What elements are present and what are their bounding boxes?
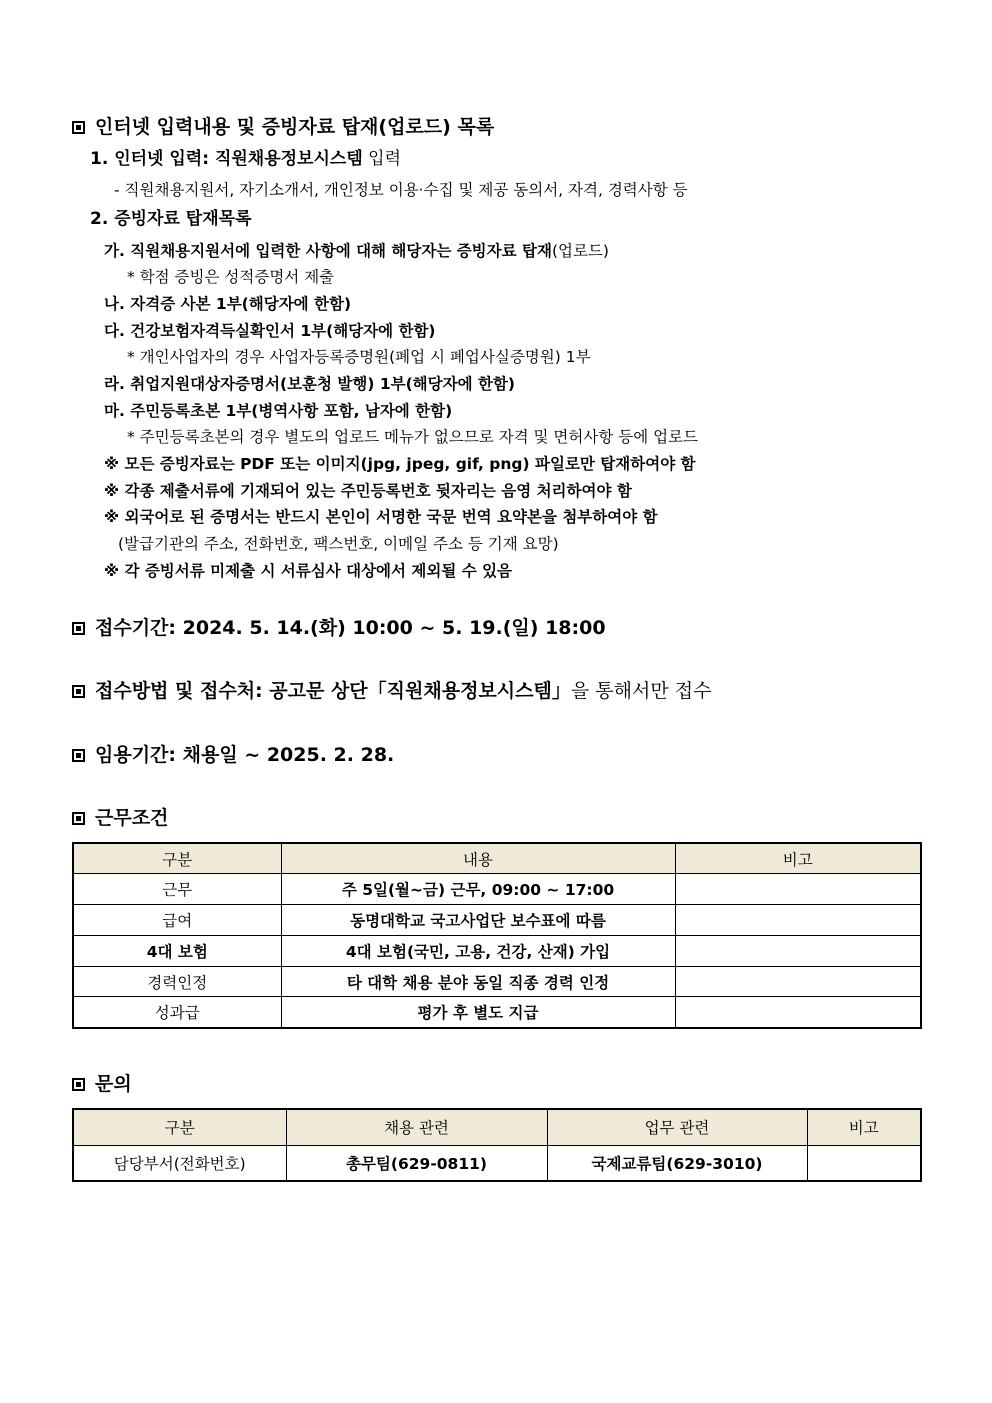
column-header: 구분: [73, 1109, 286, 1145]
column-header: 비고: [675, 843, 921, 874]
table-row: [73, 997, 921, 1028]
table-cell: [675, 966, 921, 997]
item-na: 나. 자격증 사본 1부(해당자에 한함): [104, 295, 352, 313]
item-ga: 가. 직원채용지원서에 입력한 사항에 대해 해당자는 증빙자료 탑재(업로드): [104, 242, 609, 260]
note-missing-documents: ※ 각 증빙서류 미제출 시 서류심사 대상에서 제외될 수 있음: [104, 562, 513, 580]
square-bullet-icon: [72, 812, 85, 825]
note-foreign-certificate: ※ 외국어로 된 증명서는 반드시 본인이 서명한 국문 번역 요약본을 첨부하여야 함: [104, 508, 658, 526]
table-cell: 총무팀(629-0811): [286, 1145, 547, 1181]
table-cell: [675, 905, 921, 936]
item-da-note: * 개인사업자의 경우 사업자등록증명원(폐업 시 폐업사실증명원) 1부: [127, 348, 591, 366]
square-bullet-icon: [72, 749, 85, 762]
column-header: 내용: [281, 843, 675, 874]
column-header: 구분: [73, 843, 281, 874]
table-cell: 주 5일(월~금) 근무, 09:00 ~ 17:00: [281, 874, 675, 905]
section-heading-application-method: 접수방법 및 접수처: 공고문 상단「직원채용정보시스템」을 통해서만 접수: [72, 680, 711, 703]
item-ma-note: * 주민등록초본의 경우 별도의 업로드 메뉴가 없으므로 자격 및 면허사항 등에 업로드: [127, 428, 699, 446]
section-heading-inquiry: 문의: [72, 1073, 132, 1096]
item-evidence-list: 2. 증빙자료 탑재목록: [90, 209, 252, 229]
table-cell: 평가 후 별도 지급: [281, 997, 675, 1028]
column-header: 채용 관련: [286, 1109, 547, 1145]
table-cell: 담당부서(전화번호): [73, 1145, 286, 1181]
square-bullet-icon: [72, 1078, 85, 1091]
section-heading-application-period: 접수기간: 2024. 5. 14.(화) 10:00 ~ 5. 19.(일) 18:00: [72, 617, 606, 640]
table-header-row: [73, 843, 921, 874]
table-cell: 성과급: [73, 997, 281, 1028]
note-file-format: ※ 모든 증빙자료는 PDF 또는 이미지(jpg, jpeg, gif, png) 파일로만 탑재하여야 함: [104, 455, 696, 473]
table-row: [73, 874, 921, 905]
inquiry-table: [72, 1108, 922, 1182]
table-row: [73, 1145, 921, 1181]
table-cell: [675, 935, 921, 966]
square-bullet-icon: [72, 685, 85, 698]
table-cell: [675, 997, 921, 1028]
table-row: [73, 966, 921, 997]
table-cell: 국제교류팀(629-3010): [547, 1145, 807, 1181]
working-conditions-table: [72, 842, 922, 1029]
item-ma: 마. 주민등록초본 1부(병역사항 포함, 남자에 한함): [104, 402, 453, 420]
table-cell: 4대 보험(국민, 고용, 건강, 산재) 가입: [281, 935, 675, 966]
section-heading-employment-period: 임용기간: 채용일 ~ 2025. 2. 28.: [72, 744, 394, 767]
table-cell: 4대 보험: [73, 935, 281, 966]
item-ra: 라. 취업지원대상자증명서(보훈청 발행) 1부(해당자에 한함): [104, 375, 515, 393]
table-cell: 근무: [73, 874, 281, 905]
table-row: [73, 905, 921, 936]
column-header: 비고: [807, 1109, 921, 1145]
table-row: [73, 935, 921, 966]
item-internet-input: 1. 인터넷 입력: 직원채용정보시스템 입력: [90, 149, 401, 169]
square-bullet-icon: [72, 121, 85, 134]
table-header-row: [73, 1109, 921, 1145]
item-da: 다. 건강보험자격득실확인서 1부(해당자에 한함): [104, 322, 436, 340]
section-heading-working-conditions: 근무조건: [72, 807, 168, 830]
table-cell: 경력인정: [73, 966, 281, 997]
table-cell: 급여: [73, 905, 281, 936]
square-bullet-icon: [72, 622, 85, 635]
table-cell: 타 대학 채용 분야 동일 직종 경력 인정: [281, 966, 675, 997]
note-resident-number: ※ 각종 제출서류에 기재되어 있는 주민등록번호 뒷자리는 음영 처리하여야 함: [104, 482, 632, 500]
note-foreign-certificate-detail: (발급기관의 주소, 전화번호, 팩스번호, 이메일 주소 등 기재 요망): [118, 535, 559, 553]
section-heading-upload-list: 인터넷 입력내용 및 증빙자료 탑재(업로드) 목록: [72, 116, 494, 139]
table-cell: [675, 874, 921, 905]
item-internet-input-detail: - 직원채용지원서, 자기소개서, 개인정보 이용·수집 및 제공 동의서, 자격, 경력사항 등: [114, 181, 688, 199]
table-cell: [807, 1145, 921, 1181]
item-ga-note: * 학점 증빙은 성적증명서 제출: [127, 268, 335, 286]
column-header: 업무 관련: [547, 1109, 807, 1145]
table-cell: 동명대학교 국고사업단 보수표에 따름: [281, 905, 675, 936]
